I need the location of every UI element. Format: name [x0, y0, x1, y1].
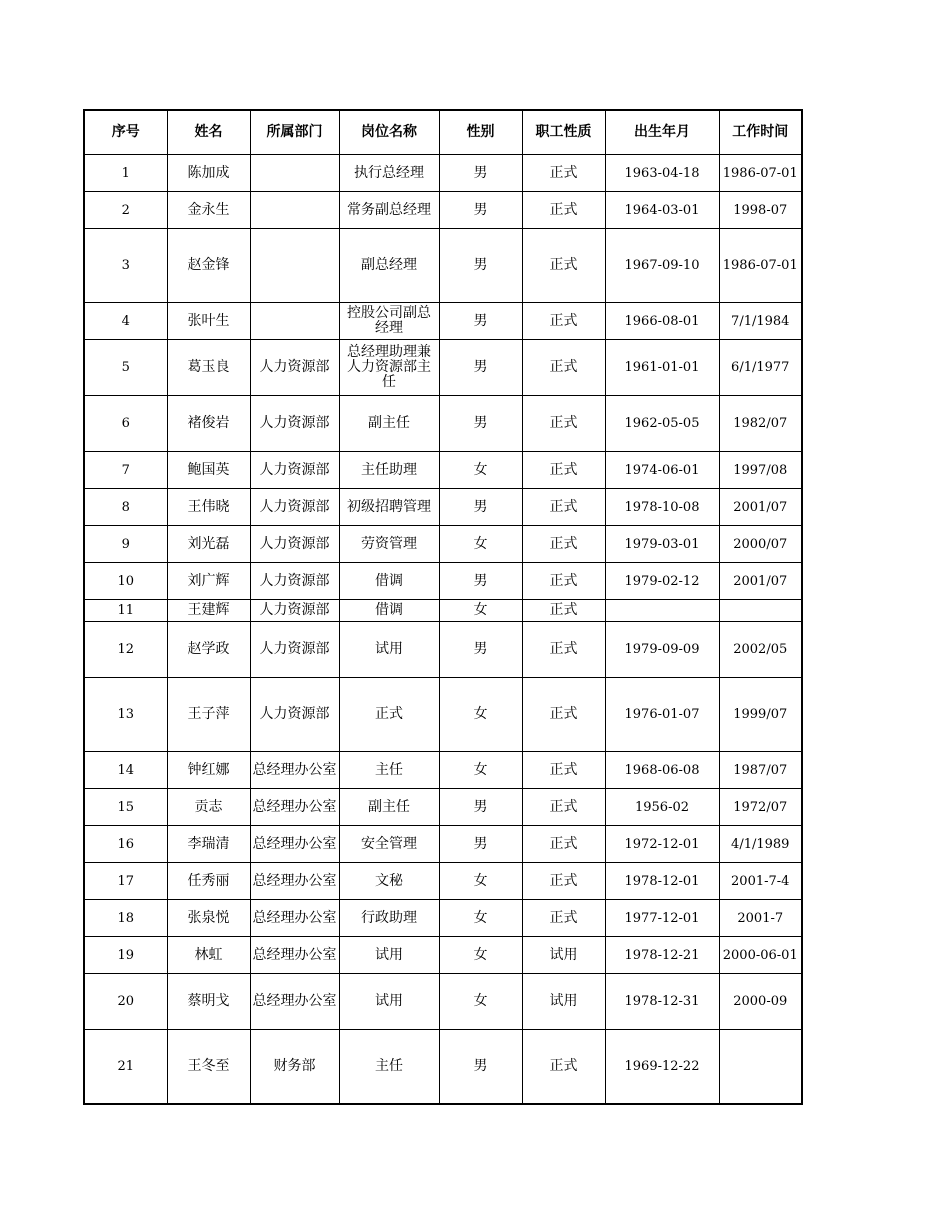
- cell-employee-type: 试用: [522, 974, 605, 1030]
- cell-department: 人力资源部: [250, 622, 339, 678]
- cell-gender: 女: [439, 752, 522, 789]
- cell-birth-date: 1963-04-18: [605, 155, 719, 192]
- cell-index: 19: [84, 937, 167, 974]
- table-row: [84, 1030, 802, 1104]
- table-row: [84, 789, 802, 826]
- cell-work-start: 2001-7-4: [719, 863, 802, 900]
- cell-position: 副主任: [339, 396, 439, 452]
- header-cell-department: 所属部门: [250, 110, 339, 155]
- cell-employee-type: 试用: [522, 937, 605, 974]
- cell-department: 总经理办公室: [250, 900, 339, 937]
- cell-work-start: 1987/07: [719, 752, 802, 789]
- cell-index: 6: [84, 396, 167, 452]
- cell-index: 7: [84, 452, 167, 489]
- cell-name: 张叶生: [167, 303, 250, 340]
- cell-position: 试用: [339, 974, 439, 1030]
- cell-work-start: 2000/07: [719, 526, 802, 563]
- cell-gender: 女: [439, 600, 522, 622]
- cell-department: 人力资源部: [250, 489, 339, 526]
- cell-employee-type: 正式: [522, 600, 605, 622]
- cell-name: 任秀丽: [167, 863, 250, 900]
- header-row: [84, 110, 802, 155]
- cell-position: 主任: [339, 752, 439, 789]
- cell-name: 褚俊岩: [167, 396, 250, 452]
- cell-index: 9: [84, 526, 167, 563]
- cell-department: 人力资源部: [250, 526, 339, 563]
- cell-position: 副总经理: [339, 229, 439, 303]
- cell-employee-type: 正式: [522, 863, 605, 900]
- cell-name: 鲍国英: [167, 452, 250, 489]
- cell-birth-date: 1978-10-08: [605, 489, 719, 526]
- cell-name: 刘光磊: [167, 526, 250, 563]
- cell-employee-type: 正式: [522, 229, 605, 303]
- cell-work-start: 1982/07: [719, 396, 802, 452]
- cell-work-start: 1986-07-01: [719, 155, 802, 192]
- header-cell-work-start: 工作时间: [719, 110, 802, 155]
- cell-index: 16: [84, 826, 167, 863]
- cell-position: 借调: [339, 600, 439, 622]
- cell-name: 王冬至: [167, 1030, 250, 1104]
- cell-name: 张泉悦: [167, 900, 250, 937]
- cell-position: 总经理助理兼人力资源部主任: [339, 340, 439, 396]
- cell-birth-date: 1974-06-01: [605, 452, 719, 489]
- table-row: [84, 563, 802, 600]
- cell-gender: 女: [439, 863, 522, 900]
- cell-work-start: 6/1/1977: [719, 340, 802, 396]
- cell-birth-date: 1968-06-08: [605, 752, 719, 789]
- cell-employee-type: 正式: [522, 526, 605, 563]
- cell-index: 20: [84, 974, 167, 1030]
- cell-department: [250, 155, 339, 192]
- cell-index: 8: [84, 489, 167, 526]
- cell-department: 总经理办公室: [250, 789, 339, 826]
- table-row: [84, 752, 802, 789]
- cell-position: 副主任: [339, 789, 439, 826]
- cell-name: 王子萍: [167, 678, 250, 752]
- cell-department: 总经理办公室: [250, 937, 339, 974]
- table-row: [84, 229, 802, 303]
- cell-position: 试用: [339, 937, 439, 974]
- cell-department: 总经理办公室: [250, 974, 339, 1030]
- cell-gender: 男: [439, 396, 522, 452]
- cell-name: 王伟晓: [167, 489, 250, 526]
- cell-birth-date: 1956-02: [605, 789, 719, 826]
- cell-work-start: 2001/07: [719, 489, 802, 526]
- cell-department: 人力资源部: [250, 340, 339, 396]
- cell-employee-type: 正式: [522, 752, 605, 789]
- table-row: [84, 452, 802, 489]
- cell-department: 人力资源部: [250, 600, 339, 622]
- cell-work-start: 2001-7: [719, 900, 802, 937]
- header-cell-employee-type: 职工性质: [522, 110, 605, 155]
- cell-position: 行政助理: [339, 900, 439, 937]
- cell-work-start: [719, 1030, 802, 1104]
- cell-work-start: 1997/08: [719, 452, 802, 489]
- header-cell-gender: 性别: [439, 110, 522, 155]
- cell-position: 执行总经理: [339, 155, 439, 192]
- cell-work-start: 7/1/1984: [719, 303, 802, 340]
- cell-index: 11: [84, 600, 167, 622]
- cell-birth-date: 1978-12-01: [605, 863, 719, 900]
- header-cell-birth-date: 出生年月: [605, 110, 719, 155]
- cell-birth-date: 1977-12-01: [605, 900, 719, 937]
- cell-department: 人力资源部: [250, 396, 339, 452]
- cell-name: 王建辉: [167, 600, 250, 622]
- cell-position: 安全管理: [339, 826, 439, 863]
- cell-employee-type: 正式: [522, 303, 605, 340]
- cell-index: 14: [84, 752, 167, 789]
- cell-gender: 女: [439, 678, 522, 752]
- cell-index: 12: [84, 622, 167, 678]
- cell-name: 赵学政: [167, 622, 250, 678]
- cell-employee-type: 正式: [522, 452, 605, 489]
- cell-gender: 男: [439, 826, 522, 863]
- table-row: [84, 900, 802, 937]
- cell-birth-date: [605, 600, 719, 622]
- cell-employee-type: 正式: [522, 340, 605, 396]
- cell-employee-type: 正式: [522, 563, 605, 600]
- cell-birth-date: 1976-01-07: [605, 678, 719, 752]
- cell-gender: 男: [439, 1030, 522, 1104]
- cell-employee-type: 正式: [522, 622, 605, 678]
- header-cell-position: 岗位名称: [339, 110, 439, 155]
- table-row: [84, 678, 802, 752]
- cell-index: 21: [84, 1030, 167, 1104]
- cell-gender: 男: [439, 229, 522, 303]
- cell-name: 陈加成: [167, 155, 250, 192]
- cell-index: 4: [84, 303, 167, 340]
- header-cell-name: 姓名: [167, 110, 250, 155]
- table-row: [84, 600, 802, 622]
- cell-index: 13: [84, 678, 167, 752]
- cell-position: 文秘: [339, 863, 439, 900]
- cell-employee-type: 正式: [522, 192, 605, 229]
- cell-name: 赵金锋: [167, 229, 250, 303]
- cell-work-start: 2000-09: [719, 974, 802, 1030]
- cell-index: 1: [84, 155, 167, 192]
- cell-gender: 女: [439, 526, 522, 563]
- cell-position: 正式: [339, 678, 439, 752]
- cell-index: 18: [84, 900, 167, 937]
- cell-employee-type: 正式: [522, 489, 605, 526]
- cell-birth-date: 1972-12-01: [605, 826, 719, 863]
- employee-table: [83, 109, 803, 1105]
- cell-department: [250, 303, 339, 340]
- cell-employee-type: 正式: [522, 678, 605, 752]
- cell-department: [250, 192, 339, 229]
- cell-name: 金永生: [167, 192, 250, 229]
- cell-position: 借调: [339, 563, 439, 600]
- cell-employee-type: 正式: [522, 900, 605, 937]
- table-row: [84, 489, 802, 526]
- cell-position: 常务副总经理: [339, 192, 439, 229]
- cell-work-start: 1999/07: [719, 678, 802, 752]
- cell-gender: 男: [439, 789, 522, 826]
- cell-birth-date: 1979-02-12: [605, 563, 719, 600]
- cell-index: 15: [84, 789, 167, 826]
- cell-birth-date: 1979-09-09: [605, 622, 719, 678]
- cell-birth-date: 1964-03-01: [605, 192, 719, 229]
- cell-department: [250, 229, 339, 303]
- table-row: [84, 974, 802, 1030]
- cell-gender: 男: [439, 155, 522, 192]
- cell-department: 财务部: [250, 1030, 339, 1104]
- cell-gender: 男: [439, 303, 522, 340]
- cell-index: 2: [84, 192, 167, 229]
- cell-gender: 女: [439, 452, 522, 489]
- cell-work-start: [719, 600, 802, 622]
- cell-gender: 女: [439, 937, 522, 974]
- cell-index: 10: [84, 563, 167, 600]
- table-body: [84, 155, 802, 1104]
- table-row: [84, 340, 802, 396]
- cell-position: 主任: [339, 1030, 439, 1104]
- cell-position: 主任助理: [339, 452, 439, 489]
- cell-name: 林虹: [167, 937, 250, 974]
- cell-department: 人力资源部: [250, 563, 339, 600]
- cell-name: 李瑞清: [167, 826, 250, 863]
- cell-name: 刘广辉: [167, 563, 250, 600]
- cell-name: 钟红娜: [167, 752, 250, 789]
- table-row: [84, 396, 802, 452]
- cell-work-start: 1972/07: [719, 789, 802, 826]
- cell-gender: 男: [439, 340, 522, 396]
- cell-name: 蔡明戈: [167, 974, 250, 1030]
- cell-gender: 女: [439, 900, 522, 937]
- cell-work-start: 2001/07: [719, 563, 802, 600]
- cell-index: 17: [84, 863, 167, 900]
- cell-department: 总经理办公室: [250, 826, 339, 863]
- cell-name: 贡志: [167, 789, 250, 826]
- table-row: [84, 937, 802, 974]
- cell-department: 总经理办公室: [250, 752, 339, 789]
- cell-birth-date: 1962-05-05: [605, 396, 719, 452]
- cell-gender: 男: [439, 622, 522, 678]
- cell-employee-type: 正式: [522, 396, 605, 452]
- cell-department: 人力资源部: [250, 452, 339, 489]
- cell-department: 人力资源部: [250, 678, 339, 752]
- header-cell-index: 序号: [84, 110, 167, 155]
- table-row: [84, 863, 802, 900]
- cell-birth-date: 1966-08-01: [605, 303, 719, 340]
- cell-name: 葛玉良: [167, 340, 250, 396]
- table-row: [84, 526, 802, 563]
- cell-birth-date: 1961-01-01: [605, 340, 719, 396]
- table-row: [84, 192, 802, 229]
- cell-birth-date: 1979-03-01: [605, 526, 719, 563]
- cell-employee-type: 正式: [522, 789, 605, 826]
- cell-position: 初级招聘管理: [339, 489, 439, 526]
- table-row: [84, 622, 802, 678]
- cell-position: 控股公司副总经理: [339, 303, 439, 340]
- cell-gender: 男: [439, 489, 522, 526]
- cell-birth-date: 1978-12-21: [605, 937, 719, 974]
- cell-department: 总经理办公室: [250, 863, 339, 900]
- cell-work-start: 1986-07-01: [719, 229, 802, 303]
- cell-position: 劳资管理: [339, 526, 439, 563]
- cell-gender: 男: [439, 563, 522, 600]
- cell-birth-date: 1967-09-10: [605, 229, 719, 303]
- cell-index: 3: [84, 229, 167, 303]
- cell-work-start: 1998-07: [719, 192, 802, 229]
- cell-birth-date: 1969-12-22: [605, 1030, 719, 1104]
- cell-work-start: 2000-06-01: [719, 937, 802, 974]
- cell-work-start: 4/1/1989: [719, 826, 802, 863]
- cell-birth-date: 1978-12-31: [605, 974, 719, 1030]
- cell-gender: 女: [439, 974, 522, 1030]
- table-row: [84, 155, 802, 192]
- cell-work-start: 2002/05: [719, 622, 802, 678]
- cell-position: 试用: [339, 622, 439, 678]
- cell-index: 5: [84, 340, 167, 396]
- cell-gender: 男: [439, 192, 522, 229]
- cell-employee-type: 正式: [522, 155, 605, 192]
- table-row: [84, 826, 802, 863]
- cell-employee-type: 正式: [522, 826, 605, 863]
- table-row: [84, 303, 802, 340]
- cell-employee-type: 正式: [522, 1030, 605, 1104]
